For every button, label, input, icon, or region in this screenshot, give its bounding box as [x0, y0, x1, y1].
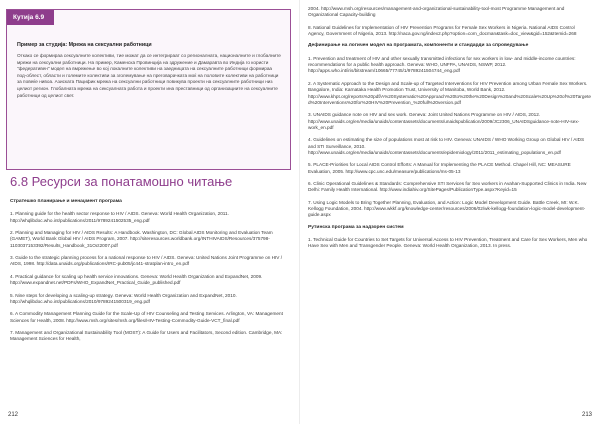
reference-item: 6. A Commodity Management Planning Guide for the Scale-Up of HIV Counseling and Testing Services. Arlington, VA: Management Sciences for Health, 2008. http://www.msh.org/sites/msh.org/files/HIV-Testing-Commodity-Guide-VCT_final.pdf — [10, 311, 283, 323]
reference-item: 3. Guide to the strategic planning process for a national response to HIV / AIDS. Geneva: United Nations Joint Programme on HIV / AIDS, 1998. http://data.unaids.org/publications/IRC-pub05/jc441-stratplan-intro_en.pdf — [10, 255, 283, 267]
reference-item: 1. Technical Guide for Countries to Set Targets for Universal Access to HIV Prevention, Treatment and Care for Sex Workers, Men who Have Sex with Men and Transgender People. Geneva: World Health Organization, 2013. In press. — [308, 237, 588, 249]
reference-item: 7. Using Logic Models to Bring Together Planning, Evaluation, and Action: Logic Model Development Guide. Battle Creek, MI: W.K. Kellogg Foundation, 2004. http://www.wkkf.org/knowledge-center/resources/2006/02/wk-kellogg-foundation-logic-model-development-guide.aspx — [308, 199, 586, 218]
reference-item: 5. Nine steps for developing a scaling-up strategy. Geneva: World Health Organization and ExpandNet, 2010. http://whqlibdoc.who.int/publications/2010/9789241500319_eng.pdf — [10, 292, 237, 304]
reference-item: 2. Planning and Managing for HIV / AIDS Results: A Handbook. Washington, DC: Global AIDS Monitoring and Evaluation Team (GAMET), World Bank Global HIV / AIDS Program, 2007. http://siteresources.worldbank.org/INTHIVAIDS/Resources/375798-1103037153392/Results_Handbook_31Oct2007.pdf — [10, 230, 273, 248]
section-heading: 6.8 Ресурси за понатамошно читање — [10, 174, 233, 189]
left-reference-column — [10, 199, 292, 349]
box-body: Откако се формираа сексуалните колективи, тие можат да се интегрираат со регионалната, националните и глобалните мрежи на сексуални работници. На пример, Каменска Провинција на здружение и Дамаравта во Индија го користи "федеративен" модел на вмрежење во кој локалните колективи на заедницата на сексуалните работници формираа под-облест, области и големите колективи за зголемување на преговарачката моќ на половите колективи на работници за повеќе нивоа. Азиската Пацифик мрежа на сексуални работници повикува проекти на сексуалните работници низ целиот регион. Глобалната мрежа на сексуалната работа и проекти ина преставници од организациите на сексуалните работници од целиот свет. — [17, 53, 281, 98]
section-subhead: Рутинска програма за надзорен систем — [308, 224, 404, 230]
reference-item: 8. National Guidelines for Implementation of HIV Prevention Programs for Female Sex Workers in Nigeria. National AIDS Control Agency, Government of Nigeria, 2013. http://naca.gov.ng/index2.php?option=com_docman&task=doc_view&gid=152&Itemid=268 — [308, 24, 577, 37]
reference-item: 4. Guidelines on estimating the size of populations most at risk to HIV. Geneva: UNAIDS / WHO Working Group on Global HIV / AIDS and STI Surveillance, 2010. http://www.unaids.org/en/media/unaids/contentassets/documents/epidemiology/2011/2011_estimating_populations_en.pdf — [308, 137, 585, 155]
box-tag: Кутија 6.9 — [7, 10, 54, 25]
reference-item: 1. Prevention and treatment of HIV and other sexually transmitted infections for sex workers in low- and middle-income countries: recommendations for a public health approach. Geneva: WHO, UNFPA, UNAIDS, NSWP, 2012. http://apps.who.int/iris/bitstream/10665/77745/1/9789241504744_eng.pdf — [308, 55, 576, 74]
reference-item: 5. PLACE-Priorities for Local AIDS Control Efforts: A Manual for Implementing the PLACE Method. Chapel Hill, NC: MEASURE Evaluation, 2005. http://www.cpc.unc.edu/measure/publications/ms-05-13 — [308, 162, 571, 174]
section-subhead: Стратешко планирање и менаџмент програма — [10, 199, 122, 204]
reference-item: 2004. http://www.msh.org/resources/management-and-organizational-sustainability-tool-most Programme Management and Organizational Capacity-building — [308, 6, 565, 18]
reference-item: 2. A Systematic Approach to the Design and Scale-up of Targeted Interventions for HIV Prevention among Urban Female Sex Workers. Bangalore, India: Karnataka Health Promotion Trust, University of Manitoba, World Bank, 2012. http://www.khpt.org/reports%20pdf/A%20Systematic%20Approach%20to%20the%20Design%20and%20Scale%20Up%20of%20Targeted%20Interventions%20for%20HIV%20Prevention_%20full%20version.pdf — [308, 80, 591, 105]
section-subhead: Дефинирање на логичен модел на програмата, компоненти и стандарди за спроведување — [308, 43, 529, 49]
right-page — [300, 0, 600, 424]
reference-item: 1. Planning guide for the health sector response to HIV / AIDS. Geneva: World Health Organization, 2011. http://whqlibdoc.who.int/publications/2011/9789241502535_eng.pdf — [10, 211, 229, 223]
box-title: Пример за студија: Мрежа на сексуални работници — [17, 42, 152, 48]
reference-item: 4. Practical guidance for scaling up health service innovations. Geneva: World Health Organization and ExpandNet, 2009. http://www.expandnet.net/PDFs/WHO_ExpandNet_Practical_Guide_published.pdf — [10, 273, 263, 286]
page-number-left: 212 — [8, 412, 19, 418]
reference-item: 3. UNAIDS guidance note on HIV and sex work. Geneva: Joint United Nations Programme on HIV / AIDS, 2012. http://www.unaids.org/en/media/unaids/contentassets/documents/unaidspublication/2009/JC2306_UNAIDSguidance-note-HIV-sex-work_en.pdf — [308, 112, 580, 130]
reference-item: 6. Clinic Operational Guidelines & Standards: Comprehensive STI Services for Sex workers in Avahan-Supported Clinics in India. New Delhi: Family Health International. http://www.indiahiv.org/SitePages/PublicationType.aspx?Keyid=15 — [308, 180, 587, 193]
right-reference-column — [308, 6, 591, 256]
reference-item: 7. Management and Organizational Sustainability Tool (MOST): A Guide for Users and Facilitators, Second edition. Cambridge, MA: Management Sciences for Health, — [10, 329, 283, 342]
case-study-box — [6, 9, 291, 170]
page-number-right: 213 — [581, 412, 592, 418]
